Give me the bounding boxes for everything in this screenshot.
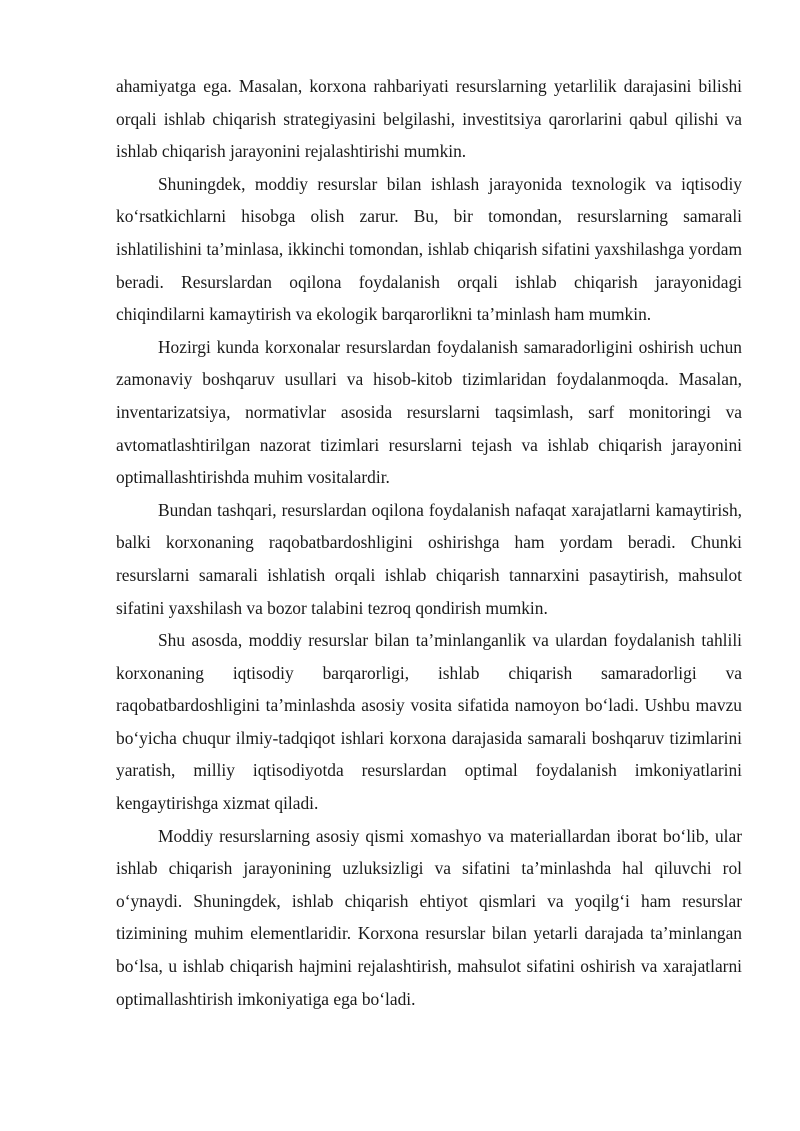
paragraph-raw-materials: Moddiy resurslarning asosiy qismi xomashyo va materiallardan iborat bo‘lib, ular ishlab chiqarish jarayonining uzluksizligi va sifatini ta’minlashda hal qiluvchi rol o‘ynaydi. Shuningdek, ishlab chiqarish ehtiyot qismlari va yoqilg‘i ham resurslar tizimining muhim elementlaridir. Korxona resurslar bilan yetarli darajada ta’minlangan bo‘lsa, u ishlab chiqarish hajmini rejalashtirish, mahsulot sifatini oshirish va xarajatlarni optimallashtirish imkoniyatiga ega bo‘ladi. [116, 825, 742, 1009]
paragraph-continuation: ahamiyatga ega. Masalan, korxona rahbariyati resurslarning yetarlilik darajasini bilishi orqali ishlab chiqarish strategiyasini belgilashi, investitsiya qarorlarini qabul qilishi va ishlab chiqarish jarayonini rejalashtirishi mumkin. [116, 76, 742, 162]
paragraph-competitiveness: Bundan tashqari, resurslardan oqilona foydalanish nafaqat xarajatlarni kamaytirish, balki korxonaning raqobatbardoshligini oshirishga ham yordam beradi. Chunki resurslarni samarali ishlatish orqali ishlab chiqarish tannarxini pasaytirish, mahsulot sifatini yaxshilash va bozor talabini tezroq qondirish mumkin. [116, 499, 742, 618]
paragraph-analysis-basis: Shu asosda, moddiy resurslar bilan ta’minlanganlik va ulardan foydalanish tahlili korxonaning iqtisodiy barqarorligi, ishlab chiqarish samaradorligi va raqobatbardoshligini ta’minlashda asosiy vosita sifatida namoyon bo‘ladi. Ushbu mavzu bo‘yicha chuqur ilmiy-tadqiqot ishlari korxona darajasida samarali boshqaruv tizimlarini yaratish, milliy iqtisodiyotda resurslardan optimal foydalanish imkoniyatlarini kengaytirishga xizmat qiladi. [116, 630, 742, 814]
paragraph-modern-management: Hozirgi kunda korxonalar resurslardan foydalanish samaradorligini oshirish uchun zamonaviy boshqaruv usullari va hisob-kitob tizimlaridan foydalanmoqda. Masalan, inventarizatsiya, normativlar asosida resurslarni taqsimlash, sarf monitoringi va avtomatlashtirilgan nazorat tizimlari resurslarni tejash va ishlab chiqarish jarayonini optimallashtirishda muhim vositalardir. [116, 336, 742, 488]
document-page [116, 70, 742, 1015]
paragraph-technological-indicators: Shuningdek, moddiy resurslar bilan ishlash jarayonida texnologik va iqtisodiy ko‘rsatkichlarni hisobga olish zarur. Bu, bir tomondan, resurslarning samarali ishlatilishini ta’minlasa, ikkinchi tomondan, ishlab chiqarish sifatini yaxshilashga yordam beradi. Resurslardan oqilona foydalanish orqali ishlab chiqarish jarayonidagi chiqindilarni kamaytirish va ekologik barqarorlikni ta’minlash ham mumkin. [116, 173, 742, 325]
